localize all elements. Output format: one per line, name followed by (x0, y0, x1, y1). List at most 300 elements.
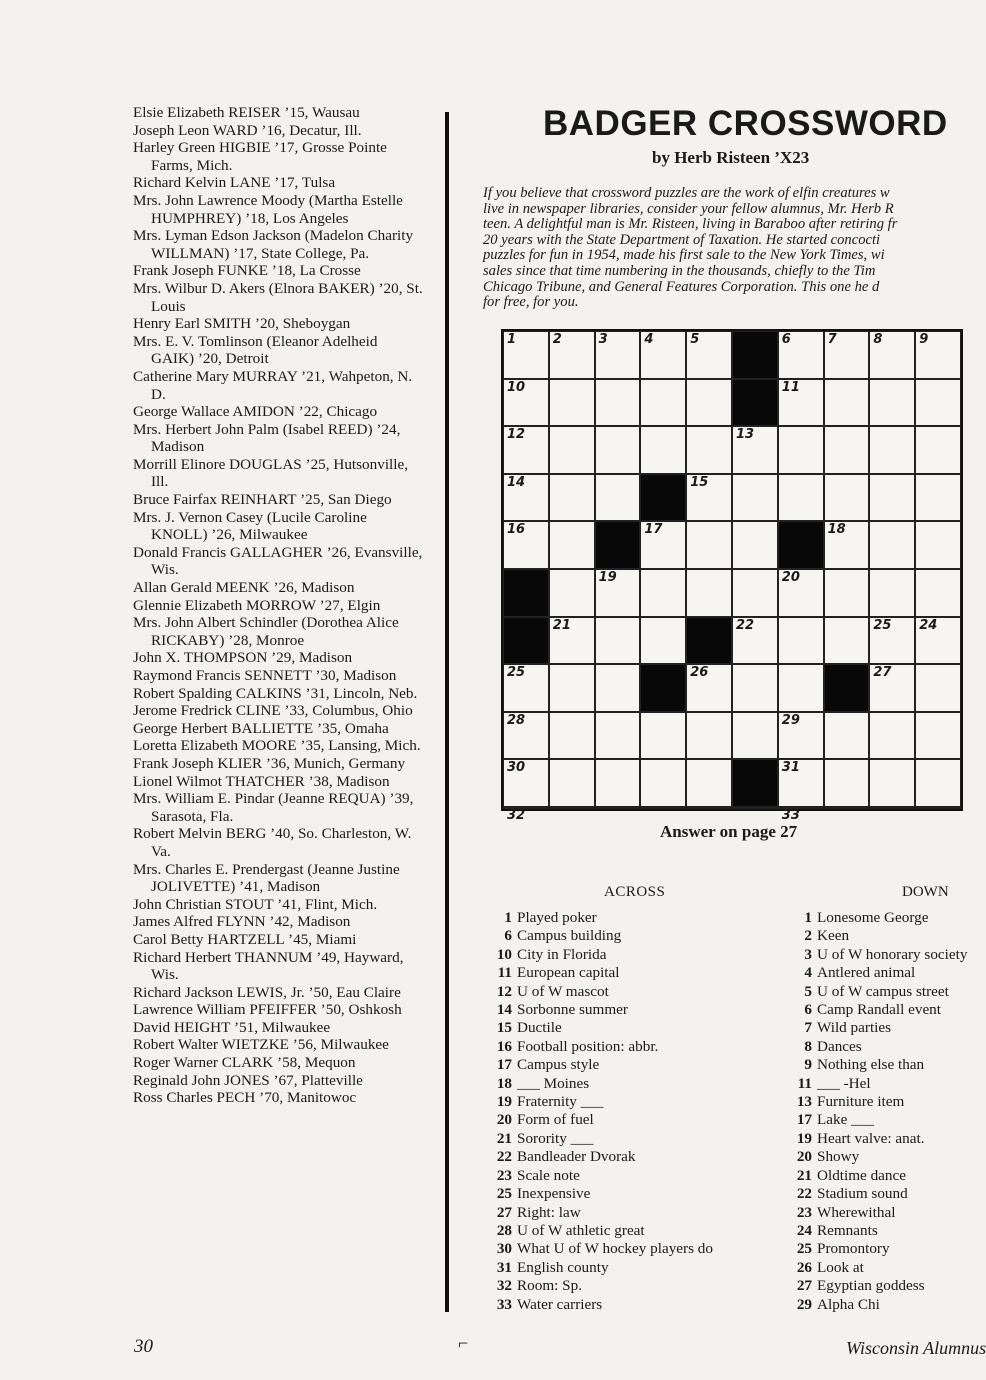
across-clue (488, 1259, 778, 1277)
obituary-entry: Raymond Francis SENNETT ’30, Madison (133, 667, 397, 684)
clue-number: 12 (496, 982, 512, 1000)
clue-number: 30 (496, 1240, 512, 1258)
down-clue (788, 1056, 972, 1074)
clue-number: 6 (804, 1001, 812, 1019)
obituary-entry: Bruce Fairfax REINHART ’25, San Diego (133, 491, 392, 509)
across-clue (488, 1111, 778, 1129)
intro-line: teen. A delightful man is Mr. Risteen, living in Baraboo after retiring fr (483, 216, 898, 233)
clue-number: 11 (497, 964, 512, 982)
clue-number: 27 (496, 1203, 512, 1221)
across-clue (488, 1296, 778, 1314)
clue-number: 20 (796, 1148, 812, 1166)
grid-cell (915, 712, 961, 760)
grid-cell (549, 426, 595, 474)
obituary-entry: Lionel Wilmot THATCHER ’38, Madison (133, 772, 390, 790)
clue-number: 16 (496, 1037, 512, 1055)
grid-cell (915, 521, 961, 569)
grid-cell (824, 474, 870, 522)
clue-text: Egyptian goddess (817, 1277, 925, 1295)
obituary-entry: Mrs. Herbert John Palm (Isabel REED) ’24, Madison (133, 420, 401, 456)
grid-cell (549, 807, 595, 809)
grid-cell (640, 807, 686, 809)
clue-number: 11 (797, 1074, 812, 1092)
grid-cell (549, 759, 595, 807)
cell-number: 27 (873, 665, 892, 681)
clue-number: 28 (496, 1221, 512, 1239)
down-clue (788, 964, 972, 982)
obituary-entry: Henry Earl SMITH ’20, Sheboygan (133, 315, 351, 333)
cell-number: 14 (507, 474, 526, 490)
obituary-entry: Carol Betty HARTZELL ’45, Miami (133, 930, 357, 948)
clue-text: Heart valve: anat. (817, 1129, 925, 1147)
intro-line: If you believe that crossword puzzles are the work of elfin creatures w (483, 185, 890, 201)
grid-cell (595, 759, 641, 807)
crossword-grid (501, 329, 963, 823)
intro-paragraph (483, 186, 972, 311)
clue-text: Wild parties (817, 1019, 892, 1037)
cell-number: 28 (507, 712, 526, 728)
across-clue (488, 909, 778, 927)
cell-number: 18 (827, 522, 846, 538)
clue-number: 22 (496, 1148, 512, 1166)
clue-number: 3 (804, 945, 812, 963)
grid-cell (732, 664, 778, 712)
clue-text: Fraternity ___ (517, 1093, 604, 1111)
down-clue (788, 1019, 972, 1037)
cell-number: 29 (781, 712, 800, 728)
clue-number: 23 (496, 1166, 512, 1184)
grid-cell (732, 426, 778, 474)
stray-mark: ⌐ (458, 1333, 469, 1353)
grid-cell (595, 807, 641, 809)
across-clue (488, 1148, 778, 1166)
obituary-entry: John Christian STOUT ’41, Flint, Mich. (133, 895, 378, 913)
obituary-entry: Reginald John JONES ’67, Platteville (133, 1071, 363, 1089)
obituary-entry: Roger Warner CLARK ’58, Mequon (133, 1054, 356, 1072)
obituary-entry: Mrs. William E. Pindar (Jeanne REQUA) ’39, Sarasota, Fla. (133, 790, 414, 825)
across-clue (488, 1277, 778, 1295)
cell-number: 7 (827, 332, 837, 347)
down-clue (788, 1240, 972, 1258)
clue-text: Furniture item (817, 1093, 905, 1111)
obituary-entry: Ross Charles PECH ’70, Manitowoc (133, 1089, 357, 1107)
down-clue (788, 1277, 972, 1295)
down-clue (788, 1093, 972, 1111)
grid-cell (778, 712, 824, 760)
grid-cell (869, 474, 915, 522)
column-divider (445, 112, 449, 1312)
clue-number: 5 (804, 982, 812, 1000)
cell-number: 5 (690, 332, 700, 347)
grid-cell (549, 331, 595, 379)
cell-number: 19 (598, 569, 617, 585)
obituary-entry: Loretta Elizabeth MOORE ’35, Lansing, Mich. (133, 737, 421, 755)
down-clue (788, 1130, 972, 1148)
grid-cell (915, 474, 961, 522)
clue-text: U of W mascot (517, 982, 609, 1000)
intro-line: live in newspaper libraries, consider your fellow alumnus, Mr. Herb R (483, 200, 894, 217)
cell-number: 30 (507, 760, 526, 776)
clue-text: Sorority ___ (517, 1129, 594, 1147)
grid-cell (640, 331, 686, 379)
grid-cell (915, 759, 961, 807)
intro-line: sales since that time numbering in the thousands, chiefly to the Tim (483, 262, 876, 279)
obituary-entry: Mrs. Wilbur D. Akers (Elnora BAKER) ’20, St. Louis (133, 279, 423, 315)
grid-cell (595, 331, 641, 379)
grid-cell-black (732, 759, 778, 807)
cell-number: 25 (873, 617, 892, 633)
grid-cell (732, 569, 778, 617)
clue-number: 20 (496, 1111, 512, 1129)
grid-cell (640, 759, 686, 807)
grid-cell (549, 664, 595, 712)
grid-cell (686, 569, 732, 617)
obituary-entry: Richard Herbert THANNUM ’49, Hayward, Wis. (133, 948, 404, 984)
grid-cell (824, 617, 870, 665)
grid-cell (824, 426, 870, 474)
grid-cell (686, 712, 732, 760)
across-clue (488, 1056, 778, 1074)
clue-text: Bandleader Dvorak (517, 1148, 636, 1166)
obituary-entry: Glennie Elizabeth MORROW ’27, Elgin (133, 596, 381, 614)
obituary-entry: John X. THOMPSON ’29, Madison (133, 649, 353, 667)
clue-number: 23 (796, 1203, 812, 1221)
grid-cell (915, 426, 961, 474)
cell-number: 11 (781, 379, 800, 395)
clue-text: Campus style (517, 1056, 600, 1074)
grid-cell (778, 474, 824, 522)
grid-cell (732, 521, 778, 569)
down-clue (788, 1296, 972, 1314)
clue-number: 1 (504, 909, 512, 926)
page-number: 30 (134, 1336, 153, 1357)
grid-cell (595, 712, 641, 760)
across-clue (488, 1130, 778, 1148)
across-clue (488, 964, 778, 982)
grid-cell (869, 426, 915, 474)
across-clue (488, 1038, 778, 1056)
cell-number: 20 (781, 569, 800, 585)
cell-number: 26 (690, 665, 709, 681)
clue-number: 22 (796, 1185, 812, 1203)
grid-cell (503, 759, 549, 807)
across-clue (488, 1222, 778, 1240)
grid-cell (686, 474, 732, 522)
across-clue (488, 946, 778, 964)
clue-text: Nothing else than (817, 1056, 925, 1074)
grid-cell (640, 712, 686, 760)
grid-cell-black (640, 474, 686, 522)
grid-cell (640, 426, 686, 474)
obituary-entry: Mrs. J. Vernon Casey (Lucile Caroline KNOLL) ’26, Milwaukee (133, 508, 367, 544)
obituary-entry: Robert Walter WIETZKE ’56, Milwaukee (133, 1036, 389, 1054)
clue-number: 17 (796, 1111, 812, 1129)
grid-cell (824, 712, 870, 760)
obituary-entry: James Alfred FLYNN ’42, Madison (133, 913, 351, 931)
grid-cell (503, 474, 549, 522)
clue-text: Keen (817, 927, 850, 945)
clue-text: Sorbonne summer (517, 1001, 628, 1019)
grid-cell (732, 474, 778, 522)
grid-cell (915, 331, 961, 379)
grid-cell (869, 521, 915, 569)
clue-number: 8 (804, 1037, 812, 1055)
intro-line: for free, for you. (483, 294, 579, 311)
obituary-entry: Richard Kelvin LANE ’17, Tulsa (133, 174, 336, 192)
grid-cell (869, 759, 915, 807)
clue-number: 27 (796, 1277, 812, 1295)
clue-text: Alpha Chi (817, 1295, 880, 1313)
grid-cell (503, 712, 549, 760)
clue-text: What U of W hockey players do (517, 1240, 713, 1258)
across-clue (488, 1167, 778, 1185)
clue-text: Ductile (517, 1019, 562, 1037)
grid-cell (640, 379, 686, 427)
clue-text: U of W athletic great (517, 1221, 645, 1239)
grid-cell (869, 664, 915, 712)
obituary-entry: Harley Green HIGBIE ’17, Grosse Pointe Farms, Mich. (133, 139, 387, 174)
down-clue (788, 1148, 972, 1166)
grid-cell (778, 664, 824, 712)
clue-text: Lake ___ (817, 1111, 874, 1129)
down-heading: DOWN (902, 884, 949, 900)
cell-number: 32 (507, 807, 526, 823)
grid-cell (778, 569, 824, 617)
clue-text: U of W campus street (817, 982, 949, 1000)
grid-cell-black (503, 617, 549, 665)
grid-cell (915, 617, 961, 665)
grid-cell (595, 426, 641, 474)
clue-text: Lonesome George (817, 909, 929, 926)
obituary-entry: Joseph Leon WARD ’16, Decatur, Ill. (133, 121, 362, 139)
grid-cell (824, 569, 870, 617)
answer-note: Answer on page 27 (660, 822, 798, 841)
down-clue (788, 927, 972, 945)
grid-cell (869, 807, 915, 809)
obituary-entry: Frank Joseph FUNKE ’18, La Crosse (133, 262, 361, 280)
clue-number: 29 (796, 1295, 812, 1313)
cell-number: 9 (919, 332, 929, 347)
clue-number: 33 (496, 1295, 512, 1313)
obituary-entry: Robert Melvin BERG ’40, So. Charleston, W. Va. (133, 825, 412, 860)
obituary-entry: Morrill Elinore DOUGLAS ’25, Hutsonville, Ill. (133, 455, 409, 491)
clue-text: Right: law (517, 1203, 581, 1221)
clue-text: Scale note (517, 1166, 580, 1184)
grid-cell (686, 521, 732, 569)
down-clue (788, 909, 972, 927)
down-clue (788, 1167, 972, 1185)
down-clue (788, 1259, 972, 1277)
grid-cell (824, 521, 870, 569)
obituary-entry: Lawrence William PFEIFFER ’50, Oshkosh (133, 1001, 402, 1019)
cell-number: 1 (507, 332, 517, 347)
down-clue (788, 1185, 972, 1203)
grid-cell (595, 569, 641, 617)
grid-cell (869, 712, 915, 760)
grid-cell (869, 617, 915, 665)
cell-number: 4 (644, 332, 654, 347)
clue-text: European capital (517, 964, 620, 982)
byline: by Herb Risteen ’X23 (652, 148, 810, 167)
grid-cell (778, 331, 824, 379)
clue-text: Wherewithal (817, 1203, 896, 1221)
grid-cell (640, 617, 686, 665)
clue-text: Campus building (517, 927, 622, 945)
cell-number: 13 (735, 427, 755, 443)
grid-cell (778, 426, 824, 474)
cell-number: 24 (919, 617, 938, 633)
cell-number: 10 (507, 379, 526, 395)
clue-number: 15 (496, 1019, 512, 1037)
across-heading: ACROSS (604, 884, 666, 900)
clue-text: Form of fuel (517, 1111, 594, 1129)
clue-number: 14 (496, 1001, 512, 1019)
clue-number: 25 (496, 1185, 512, 1203)
grid-cell-black (640, 664, 686, 712)
grid-cell (915, 379, 961, 427)
grid-cell (686, 664, 732, 712)
grid-cell-black (732, 379, 778, 427)
grid-cell-black (686, 617, 732, 665)
obituary-entry: Mrs. John Albert Schindler (Dorothea Alice RICKABY) ’28, Monroe (133, 614, 399, 649)
clue-number: 24 (796, 1221, 812, 1239)
clue-number: 19 (496, 1093, 512, 1111)
magazine-name: Wisconsin Alumnus (846, 1338, 986, 1358)
down-clues (788, 909, 972, 1314)
cell-number: 6 (781, 332, 791, 347)
grid-cell (869, 569, 915, 617)
down-clue (788, 1111, 972, 1129)
clue-number: 18 (496, 1074, 512, 1092)
grid-cell (778, 617, 824, 665)
grid-cell-black (778, 521, 824, 569)
grid-cell-black (595, 521, 641, 569)
obituary-entry: David HEIGHT ’51, Milwaukee (133, 1018, 331, 1036)
cell-number: 2 (552, 332, 562, 347)
across-clue (488, 1019, 778, 1037)
clue-number: 31 (496, 1258, 512, 1276)
clue-text: U of W honorary society (817, 945, 968, 963)
cell-number: 33 (781, 807, 800, 823)
grid-cell (732, 617, 778, 665)
grid-cell (869, 379, 915, 427)
clue-text: ___ Moines (517, 1074, 590, 1092)
grid-cell (686, 426, 732, 474)
clue-text: Camp Randall event (817, 1001, 941, 1019)
page-title: BADGER CROSSWORD (543, 104, 948, 143)
cell-number: 25 (507, 665, 526, 681)
across-clue (488, 983, 778, 1001)
grid-cell (640, 569, 686, 617)
obituary-entry: George Herbert BALLIETTE ’35, Omaha (133, 719, 389, 737)
clue-text: Dances (817, 1037, 862, 1055)
clue-text: Stadium sound (817, 1185, 908, 1203)
grid-cell (503, 379, 549, 427)
obituary-entry: Robert Spalding CALKINS ’31, Lincoln, Neb. (133, 684, 418, 702)
grid-cell (824, 807, 870, 809)
clue-text: Room: Sp. (517, 1277, 582, 1295)
clue-number: 32 (496, 1277, 512, 1295)
grid-cell (503, 331, 549, 379)
grid-cell (778, 759, 824, 807)
down-clue (788, 1204, 972, 1222)
clue-text: English county (517, 1258, 609, 1276)
clue-text: Showy (817, 1148, 860, 1166)
grid-cell (824, 331, 870, 379)
grid-cell (686, 331, 732, 379)
across-clue (488, 1240, 778, 1258)
grid-cell (824, 379, 870, 427)
grid-cell (686, 759, 732, 807)
across-clue (488, 1185, 778, 1203)
grid-cell (732, 712, 778, 760)
grid-cell (595, 379, 641, 427)
clue-number: 4 (804, 964, 812, 982)
grid-cell (503, 807, 549, 823)
clue-number: 10 (496, 945, 512, 963)
clue-number: 9 (804, 1056, 812, 1074)
clue-text: Promontory (817, 1240, 890, 1258)
grid-cell (778, 807, 824, 823)
clue-text: Remnants (817, 1221, 878, 1239)
grid-cell (640, 521, 686, 569)
intro-line: Chicago Tribune, and General Features Corporation. This one he d (483, 278, 880, 295)
down-clue (788, 1222, 972, 1240)
clue-number: 6 (504, 927, 512, 945)
clue-number: 21 (496, 1129, 512, 1147)
grid-cell-black (503, 569, 549, 617)
grid-cell-black (732, 331, 778, 379)
grid-cell (549, 569, 595, 617)
clue-number: 13 (796, 1093, 812, 1111)
grid-cell (549, 474, 595, 522)
across-clue (488, 1093, 778, 1111)
grid-cell-black (732, 807, 778, 809)
cell-number: 15 (690, 474, 709, 490)
clue-text: Water carriers (517, 1295, 603, 1313)
clue-text: Antlered animal (817, 964, 916, 982)
obituary-entry: Mrs. John Lawrence Moody (Martha Estelle HUMPHREY) ’18, Los Angeles (133, 191, 403, 227)
down-clue (788, 1001, 972, 1019)
grid-cell (595, 617, 641, 665)
grid-cell (686, 379, 732, 427)
obituary-entry: Mrs. Charles E. Prendergast (Jeanne Justine JOLIVETTE) ’41, Madison (133, 860, 400, 896)
obituary-list (133, 104, 423, 1107)
grid-cell (778, 379, 824, 427)
clue-text: City in Florida (517, 945, 607, 963)
grid-cell (503, 664, 549, 712)
obituary-entry: Allan Gerald MEENK ’26, Madison (133, 579, 355, 597)
clue-number: 1 (804, 909, 812, 926)
across-clue (488, 1204, 778, 1222)
down-clue (788, 1075, 972, 1093)
obituary-entry: Frank Joseph KLIER ’36, Munich, Germany (133, 754, 406, 772)
obituary-entry: Elsie Elizabeth REISER ’15, Wausau (133, 104, 360, 121)
down-clue (788, 1038, 972, 1056)
grid-cell (915, 664, 961, 712)
clue-text: Look at (817, 1258, 864, 1276)
grid-cell (595, 474, 641, 522)
across-clue (488, 1075, 778, 1093)
obituary-entry: Mrs. E. V. Tomlinson (Eleanor Adelheid GAIK) ’20, Detroit (133, 332, 378, 368)
clue-number: 7 (804, 1019, 812, 1037)
cell-number: 12 (507, 427, 526, 443)
cell-number: 17 (644, 522, 663, 538)
obituary-entry: Jerome Fredrick CLINE ’33, Columbus, Ohio (133, 702, 413, 720)
obituary-entry: Richard Jackson LEWIS, Jr. ’50, Eau Claire (133, 983, 401, 1001)
clue-number: 25 (796, 1240, 812, 1258)
down-clue (788, 983, 972, 1001)
